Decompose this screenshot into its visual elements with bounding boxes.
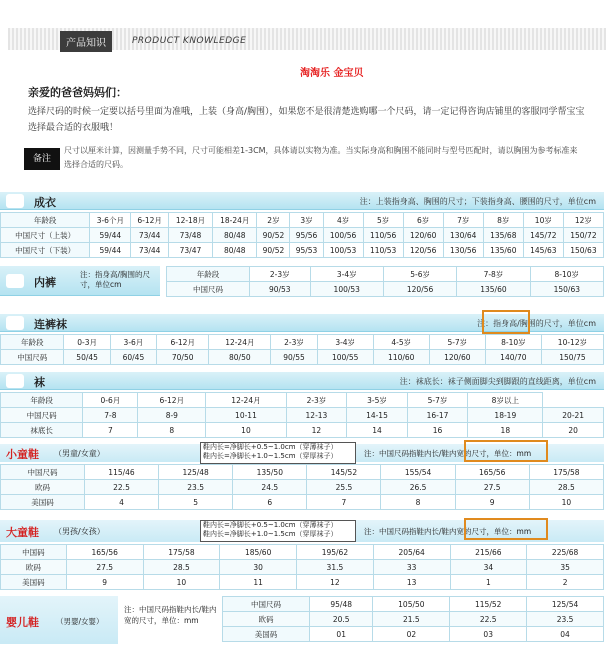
- table-cell: 9: [455, 495, 529, 510]
- table-cell: 150/63: [530, 282, 603, 297]
- table-cell: 10-11: [206, 408, 286, 423]
- table-cell: 90/53: [250, 282, 311, 297]
- table-cell: 59/44: [90, 243, 131, 258]
- socks-note: 注：袜底长：袜子侧面脚尖到脚跟的直线距离，单位cm: [399, 377, 596, 386]
- kids-shoes-note: 注：中国尺码指鞋内长/鞋内宽的尺寸，单位：mm: [364, 449, 532, 458]
- table-cell: 110/53: [363, 243, 403, 258]
- table-cell: 3-4岁: [310, 267, 383, 282]
- table-cell: 8岁: [483, 213, 523, 228]
- table-cell: 27.5: [66, 560, 143, 575]
- table-cell: 28.5: [529, 480, 603, 495]
- table-cell: 6岁: [403, 213, 443, 228]
- table-cell: 110/60: [373, 350, 429, 365]
- clothes-title: 成衣: [34, 196, 56, 209]
- table-cell: 20.5: [309, 612, 372, 627]
- table-cell: 115/52: [450, 597, 527, 612]
- row-label: 美国码: [1, 495, 85, 510]
- highlight-box: [482, 310, 530, 334]
- table-cell: 5-7岁: [407, 393, 468, 408]
- row-label: 袜底长: [1, 423, 83, 438]
- table-cell: 12-24月: [209, 335, 271, 350]
- table-row: [1, 465, 604, 480]
- row-label: 中国尺码: [1, 408, 83, 423]
- kids-hint-thin: 鞋内长=净脚长+0.5~1.0cm（穿薄袜子）: [203, 443, 338, 451]
- table-cell: 12-13: [286, 408, 347, 423]
- table-cell: 2岁: [257, 213, 290, 228]
- table-cell: 175/58: [143, 545, 220, 560]
- underwear-table: [166, 266, 604, 297]
- kids-shoes-title: 小童鞋: [6, 448, 39, 461]
- table-cell: 3-5岁: [347, 393, 408, 408]
- table-cell: 31.5: [297, 560, 374, 575]
- table-cell: 8: [138, 423, 206, 438]
- table-cell: 100/53: [323, 243, 363, 258]
- table-cell: 7岁: [443, 213, 483, 228]
- row-label: 年龄段: [1, 393, 83, 408]
- table-cell: 70/50: [157, 350, 209, 365]
- table-cell: 73/44: [131, 243, 168, 258]
- table-cell: 100/56: [323, 228, 363, 243]
- table-cell: 5: [159, 495, 233, 510]
- table-cell: 73/48: [168, 228, 212, 243]
- highlight-box: [464, 440, 548, 462]
- table-cell: 16-17: [407, 408, 468, 423]
- table-cell: 13: [373, 575, 450, 590]
- table-cell: 12-18月: [168, 213, 212, 228]
- header-title: 产品知识: [60, 31, 112, 52]
- kids-hint-thick: 鞋内长=净脚长+1.0~1.5cm（穿厚袜子）: [203, 452, 338, 460]
- table-row: [223, 612, 604, 627]
- table-cell: 27.5: [455, 480, 529, 495]
- table-cell: 110/56: [363, 228, 403, 243]
- table-cell: 2-3岁: [286, 393, 347, 408]
- table-row: [1, 575, 604, 590]
- table-cell: 3-4岁: [317, 335, 373, 350]
- table-cell: 2: [527, 575, 604, 590]
- row-label: 中国尺码: [167, 282, 250, 297]
- clothes-note: 注：上装指身高、胸围的尺寸；下装指身高、腰围的尺寸，单位cm: [359, 197, 596, 206]
- table-cell: 80/48: [213, 243, 257, 258]
- kids-shoes-sub: （男童/女童）: [54, 449, 105, 458]
- table-cell: 18: [468, 423, 543, 438]
- table-row: [1, 228, 604, 243]
- row-label: 欧码: [1, 560, 67, 575]
- table-cell: 73/44: [131, 228, 168, 243]
- table-cell: 150/63: [563, 243, 603, 258]
- note-tag: 备注: [24, 148, 60, 170]
- table-cell: 90/52: [257, 243, 290, 258]
- baby-shoes-title: 婴儿鞋: [6, 616, 39, 629]
- header-subtitle: PRODUCT KNOWLEDGE: [132, 36, 247, 46]
- table-row: [1, 393, 604, 408]
- table-cell: 10: [529, 495, 603, 510]
- table-cell: 5-6岁: [383, 267, 456, 282]
- kids-shoes-hint: [200, 442, 356, 464]
- table-cell: 4-5岁: [373, 335, 429, 350]
- table-row: [1, 350, 604, 365]
- table-cell: 90/52: [257, 228, 290, 243]
- table-cell: 3-6月: [110, 335, 156, 350]
- table-cell: 145/52: [307, 465, 381, 480]
- table-cell: 95/53: [290, 243, 323, 258]
- table-cell: 04: [527, 627, 604, 642]
- big-shoes-note: 注：中国尺码指鞋内长/鞋内宽的尺寸，单位：mm: [364, 527, 532, 536]
- table-cell: 3-6个月: [90, 213, 131, 228]
- table-cell: 90/55: [271, 350, 317, 365]
- big-shoes-table: [0, 544, 604, 590]
- table-cell: 33: [373, 560, 450, 575]
- table-cell: 100/53: [310, 282, 383, 297]
- table-cell: 0-6月: [83, 393, 138, 408]
- table-row: [223, 597, 604, 612]
- table-cell: 3岁: [290, 213, 323, 228]
- row-label: 中国尺码: [1, 350, 64, 365]
- row-label: 欧码: [223, 612, 310, 627]
- table-cell: 34: [450, 560, 527, 575]
- table-cell: 7-8: [83, 408, 138, 423]
- big-shoes-title: 大童鞋: [6, 526, 39, 539]
- table-cell: 155/54: [381, 465, 455, 480]
- table-cell: 7-8岁: [457, 267, 530, 282]
- table-cell: 4岁: [323, 213, 363, 228]
- table-cell: 20-21: [543, 408, 604, 423]
- table-cell: 6-12月: [138, 393, 206, 408]
- baby-shoes-sub: （男婴/女婴）: [56, 617, 104, 626]
- table-cell: 125/54: [527, 597, 604, 612]
- highlight-box: [464, 518, 548, 540]
- table-cell: 2-3岁: [250, 267, 311, 282]
- table-cell: 135/50: [233, 465, 307, 480]
- row-label: 年龄段: [1, 213, 90, 228]
- table-cell: 130/56: [443, 243, 483, 258]
- table-cell: 10岁: [523, 213, 563, 228]
- header-tab: [56, 28, 256, 50]
- table-cell: 130/64: [443, 228, 483, 243]
- underwear-note: 注：指身高/胸围的尺寸，单位cm: [80, 270, 151, 289]
- table-cell: 185/60: [220, 545, 297, 560]
- table-cell: 23.5: [159, 480, 233, 495]
- table-cell: 01: [309, 627, 372, 642]
- table-cell: 8: [381, 495, 455, 510]
- table-row: [1, 335, 604, 350]
- brand-name: 淘淘乐 金宝贝: [300, 68, 364, 79]
- table-row: [1, 408, 604, 423]
- table-cell: 225/68: [527, 545, 604, 560]
- intro-text: 选择尺码的时候一定要以括号里面为准哦，上装（身高/胸围），如果您不是很清楚选购哪一个尺码，请一定记得咨询店铺里的客服同学帮宝宝选择最合适的衣服哦！: [28, 107, 585, 133]
- row-label: 中国尺寸（下装）: [1, 243, 90, 258]
- table-cell: 02: [373, 627, 450, 642]
- table-cell: 35: [527, 560, 604, 575]
- table-cell: 95/48: [309, 597, 372, 612]
- table-cell: 5岁: [363, 213, 403, 228]
- table-cell: 120/60: [429, 350, 485, 365]
- table-cell: 20: [543, 423, 604, 438]
- table-cell: 8-10岁: [485, 335, 541, 350]
- big-hint-thin: 鞋内长=净脚长+0.5~1.0cm（穿薄袜子）: [203, 521, 338, 529]
- table-cell: 135/60: [483, 243, 523, 258]
- table-row: [1, 213, 604, 228]
- table-cell: 10-12岁: [541, 335, 603, 350]
- row-label: 中国尺码: [223, 597, 310, 612]
- table-cell: 6-12月: [157, 335, 209, 350]
- baby-shoes-table: [222, 596, 604, 642]
- row-label: 中国尺寸（上装）: [1, 228, 90, 243]
- baby-shoes-note: 注：中国尺码指鞋内长/鞋内宽的尺寸，单位：mm: [124, 605, 217, 625]
- table-cell: 100/55: [317, 350, 373, 365]
- table-row: [223, 627, 604, 642]
- table-cell: 5-7岁: [429, 335, 485, 350]
- table-cell: 18-24月: [213, 213, 257, 228]
- table-cell: 22.5: [84, 480, 158, 495]
- table-cell: 205/64: [373, 545, 450, 560]
- table-cell: 23.5: [527, 612, 604, 627]
- socks-band: [0, 372, 604, 390]
- big-hint-thick: 鞋内长=净脚长+1.0~1.5cm（穿厚袜子）: [203, 530, 338, 538]
- table-row: [1, 423, 604, 438]
- table-row: [167, 267, 604, 282]
- table-cell: 30: [220, 560, 297, 575]
- table-cell: 135/68: [483, 228, 523, 243]
- table-row: [167, 282, 604, 297]
- table-cell: 6-12月: [131, 213, 168, 228]
- table-cell: 0-3月: [64, 335, 110, 350]
- underwear-icon: [6, 274, 24, 288]
- table-cell: 1: [450, 575, 527, 590]
- table-cell: 21.5: [373, 612, 450, 627]
- tights-title: 连裤袜: [34, 318, 67, 331]
- table-cell: 6: [233, 495, 307, 510]
- kids-shoes-table: [0, 464, 604, 510]
- table-cell: 7: [83, 423, 138, 438]
- sock-icon: [6, 374, 24, 388]
- note-text: 尺寸以厘米计算，因测量手势不同，尺寸可能相差1-3CM，具体请以实物为准。当实际身高和胸围不能同时与型号匹配时，请以胸围为参考标准来选择合适的尺码。: [64, 146, 578, 169]
- tights-table: [0, 334, 604, 365]
- table-cell: 11: [220, 575, 297, 590]
- table-cell: 8岁以上: [468, 393, 543, 408]
- table-cell: 14: [347, 423, 408, 438]
- table-cell: 26.5: [381, 480, 455, 495]
- table-cell: 175/58: [529, 465, 603, 480]
- table-row: [1, 480, 604, 495]
- table-cell: 215/66: [450, 545, 527, 560]
- table-cell: 120/56: [383, 282, 456, 297]
- greeting: 亲爱的爸爸妈妈们：: [28, 86, 127, 99]
- table-row: [1, 243, 604, 258]
- table-cell: 165/56: [66, 545, 143, 560]
- big-shoes-hint: [200, 520, 356, 542]
- table-cell: 95/56: [290, 228, 323, 243]
- table-cell: 120/60: [403, 228, 443, 243]
- table-cell: 195/62: [297, 545, 374, 560]
- table-cell: 2-3岁: [271, 335, 317, 350]
- table-cell: 73/47: [168, 243, 212, 258]
- table-cell: 165/56: [455, 465, 529, 480]
- table-cell: 22.5: [450, 612, 527, 627]
- table-cell: 120/56: [403, 243, 443, 258]
- table-cell: 150/72: [563, 228, 603, 243]
- table-cell: 8-9: [138, 408, 206, 423]
- table-cell: 10: [143, 575, 220, 590]
- row-label: 美国码: [1, 575, 67, 590]
- table-cell: 12: [286, 423, 347, 438]
- table-cell: 135/60: [457, 282, 530, 297]
- table-cell: 145/72: [523, 228, 563, 243]
- table-cell: 12: [297, 575, 374, 590]
- table-cell: 28.5: [143, 560, 220, 575]
- table-cell: 9: [66, 575, 143, 590]
- table-cell: 03: [450, 627, 527, 642]
- baby-shoes-band: [0, 596, 118, 644]
- big-shoes-sub: （男孩/女孩）: [54, 527, 105, 536]
- table-cell: 140/70: [485, 350, 541, 365]
- row-label: 年龄段: [1, 335, 64, 350]
- row-label: 欧码: [1, 480, 85, 495]
- table-row: [1, 545, 604, 560]
- row-label: 中国尺码: [1, 465, 85, 480]
- table-cell: 7: [307, 495, 381, 510]
- shirt-icon: [6, 194, 24, 208]
- table-cell: 24.5: [233, 480, 307, 495]
- table-cell: 25.5: [307, 480, 381, 495]
- table-cell: 18-19: [468, 408, 543, 423]
- socks-title: 袜: [34, 376, 45, 389]
- table-cell: 14-15: [347, 408, 408, 423]
- table-cell: 80/48: [213, 228, 257, 243]
- socks-table: [0, 392, 604, 438]
- table-cell: 145/63: [523, 243, 563, 258]
- clothes-band: [0, 192, 604, 210]
- tights-note: 注：指身高/胸围的尺寸，单位cm: [477, 319, 596, 328]
- table-cell: 125/48: [159, 465, 233, 480]
- table-cell: 105/50: [373, 597, 450, 612]
- table-cell: 10: [206, 423, 286, 438]
- clothes-table: [0, 212, 604, 258]
- table-cell: 150/75: [541, 350, 603, 365]
- table-cell: 8-10岁: [530, 267, 603, 282]
- row-label: 中国码: [1, 545, 67, 560]
- table-cell: 80/50: [209, 350, 271, 365]
- row-label: 美国码: [223, 627, 310, 642]
- table-cell: 16: [407, 423, 468, 438]
- table-row: [1, 560, 604, 575]
- tights-icon: [6, 316, 24, 330]
- table-cell: 4: [84, 495, 158, 510]
- table-cell: 50/45: [64, 350, 110, 365]
- table-cell: 60/45: [110, 350, 156, 365]
- underwear-title: 内裤: [34, 276, 56, 289]
- table-row: [1, 495, 604, 510]
- table-cell: 12岁: [563, 213, 603, 228]
- table-cell: 115/46: [84, 465, 158, 480]
- row-label: 年龄段: [167, 267, 250, 282]
- table-cell: 59/44: [90, 228, 131, 243]
- table-cell: 12-24月: [206, 393, 286, 408]
